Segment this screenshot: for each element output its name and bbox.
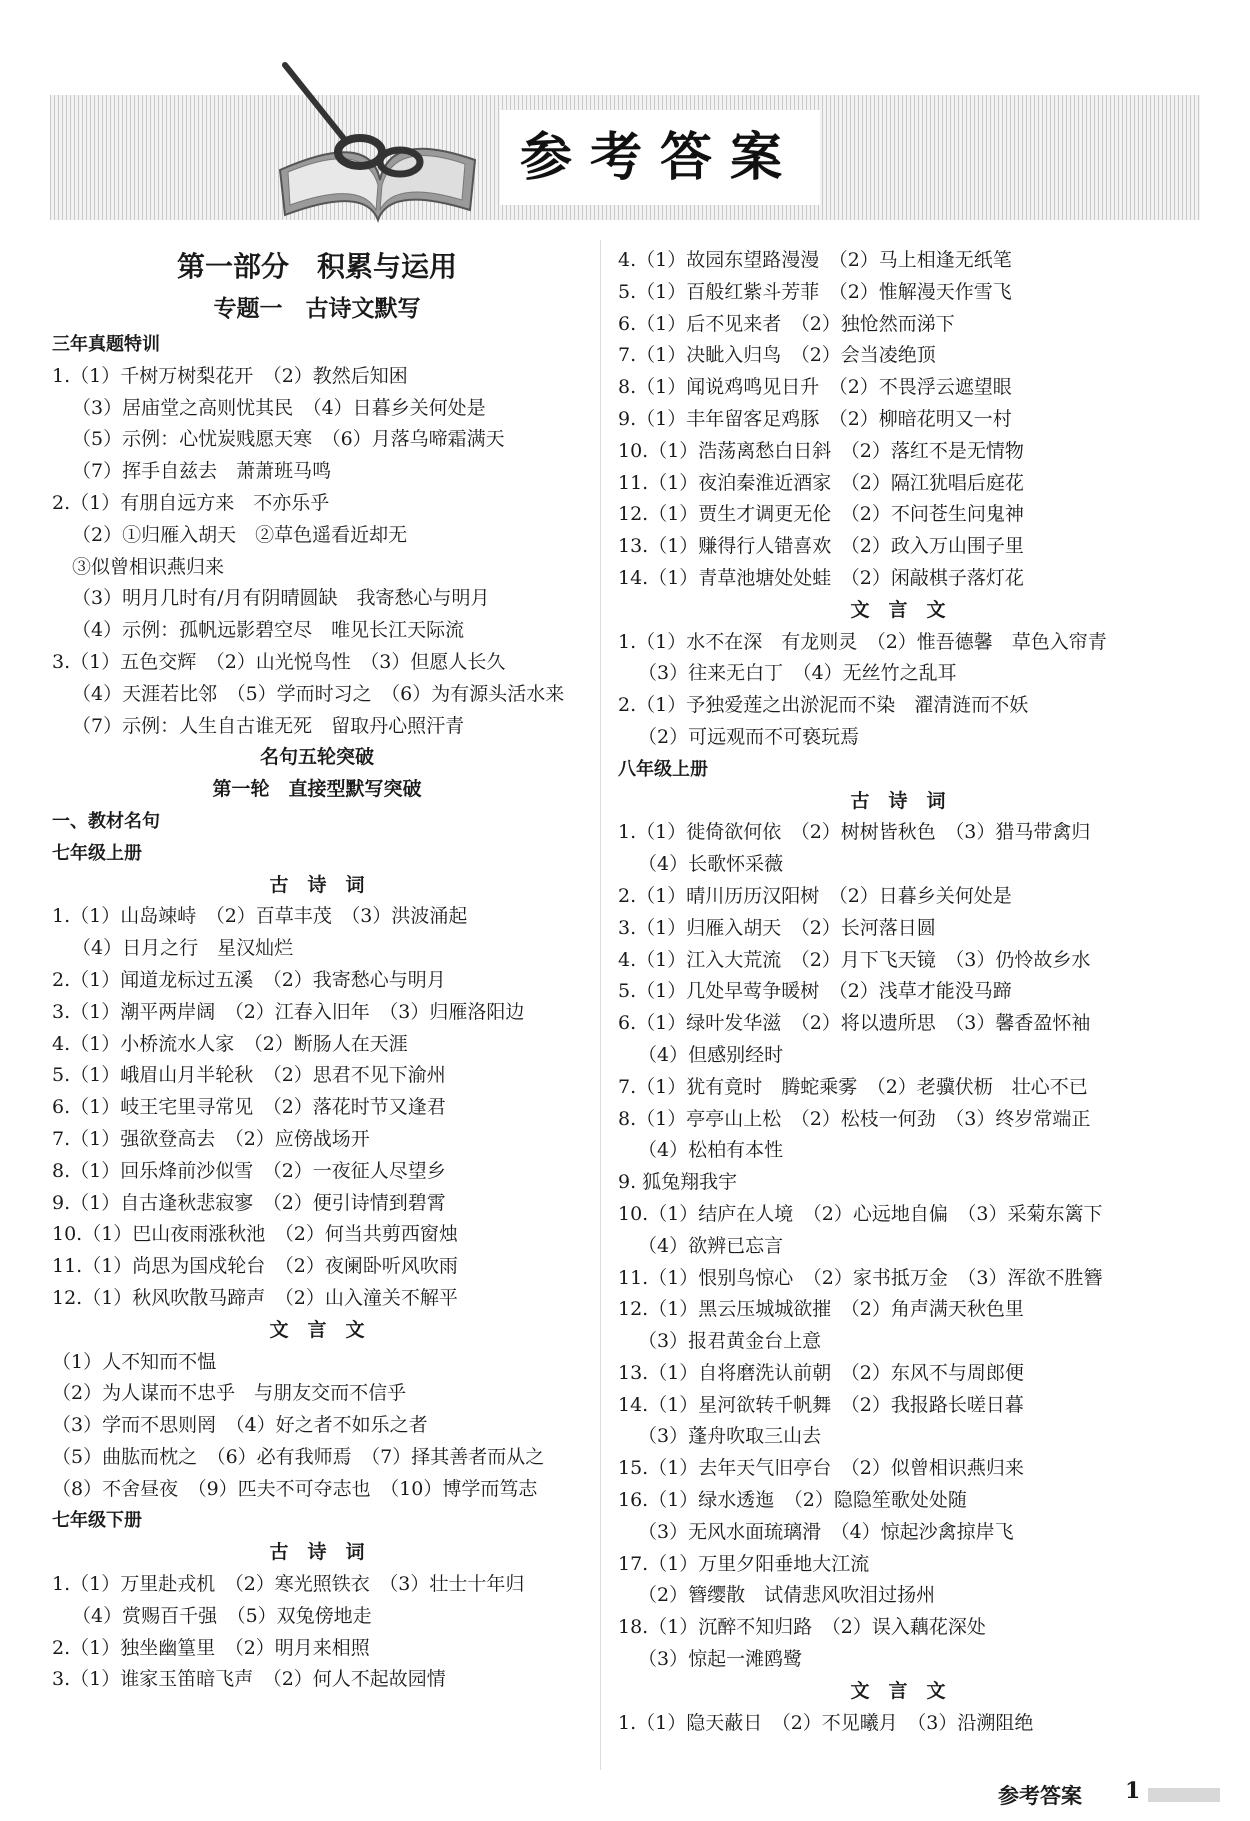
answer-line: 5.（1）峨眉山月半轮秋 （2）思君不见下渝州 bbox=[52, 1064, 446, 1087]
answer-line: （2）为人谋而不忠乎 与朋友交而不信乎 bbox=[52, 1382, 407, 1405]
category-title: 文 言 文 bbox=[269, 1318, 365, 1341]
answer-line: 7.（1）强欲登高去 （2）应傍战场开 bbox=[52, 1127, 370, 1150]
category-title: 古 诗 词 bbox=[850, 789, 946, 812]
answer-line: 8.（1）闻说鸡鸣见日升 （2）不畏浮云遮望眼 bbox=[618, 376, 1012, 399]
section-title: 三年真题特训 bbox=[52, 334, 160, 355]
category-title: 古 诗 词 bbox=[269, 873, 365, 896]
answer-line: 9. 狐兔翔我宇 bbox=[618, 1171, 738, 1194]
answer-line: 11.（1）夜泊秦淮近酒家 （2）隔江犹唱后庭花 bbox=[618, 471, 1024, 494]
answer-line: 2.（1）晴川历历汉阳树 （2）日暮乡关何处是 bbox=[618, 884, 1012, 907]
answer-line: 17.（1）万里夕阳垂地大江流 bbox=[618, 1552, 870, 1575]
answer-line: （4）天涯若比邻 （5）学而时习之 （6）为有源头活水来 bbox=[72, 682, 565, 705]
answer-line: （1）人不知而不愠 bbox=[52, 1350, 217, 1373]
answer-line: 3.（1）谁家玉笛暗飞声 （2）何人不起故园情 bbox=[52, 1668, 446, 1691]
answer-line: （3）明月几时有/月有阴晴圆缺 我寄愁心与明月 bbox=[72, 587, 490, 610]
category-title: 文 言 文 bbox=[850, 598, 946, 621]
category-title: 文 言 文 bbox=[850, 1679, 946, 1702]
answer-line: 4.（1）故园东望路漫漫 （2）马上相逢无纸笔 bbox=[618, 249, 1012, 271]
answer-line: 10.（1）浩荡离愁白日斜 （2）落红不是无情物 bbox=[618, 439, 1024, 462]
round-section-title: 名句五轮突破 bbox=[259, 746, 374, 769]
answer-line: （4）欲辨已忘言 bbox=[638, 1234, 784, 1257]
answer-line: 9.（1）丰年留客足鸡豚 （2）柳暗花明又一村 bbox=[618, 407, 1012, 430]
answer-line: 7.（1）决眦入归鸟 （2）会当凌绝顶 bbox=[618, 344, 936, 367]
answer-line: （2）可远观而不可亵玩焉 bbox=[638, 725, 860, 748]
answer-line: （3）报君黄金台上意 bbox=[638, 1330, 822, 1353]
answer-line: （3）无风水面琉璃滑 （4）惊起沙禽掠岸飞 bbox=[638, 1520, 1014, 1543]
answer-line: 15.（1）去年天气旧亭台 （2）似曾相识燕归来 bbox=[618, 1457, 1024, 1480]
grade-title: 七年级上册 bbox=[52, 842, 142, 864]
footer-decoration bbox=[1148, 1788, 1220, 1802]
answer-line: 3.（1）归雁入胡天 （2）长河落日圆 bbox=[618, 916, 936, 939]
answer-line: （7）示例：人生自古谁无死 留取丹心照汗青 bbox=[72, 714, 465, 737]
answer-line: （4）长歌怀采薇 bbox=[638, 853, 784, 876]
answer-line: 13.（1）赚得行人错喜欢 （2）政入万山围子里 bbox=[618, 535, 1024, 558]
answer-line: 12.（1）黑云压城城欲摧 （2）角声满天秋色里 bbox=[618, 1298, 1024, 1321]
answer-line: 1.（1）水不在深 有龙则灵 （2）惟吾德馨 草色入帘青 bbox=[618, 630, 1107, 653]
answer-line: 8.（1）亭亭山上松 （2）松枝一何劲 （3）终岁常端正 bbox=[618, 1107, 1091, 1130]
answer-line: 6.（1）岐王宅里寻常见 （2）落花时节又逢君 bbox=[52, 1096, 446, 1119]
answer-line: 6.（1）绿叶发华滋 （2）将以遗所思 （3）馨香盈怀袖 bbox=[618, 1012, 1091, 1035]
category-title: 古 诗 词 bbox=[269, 1541, 365, 1564]
answer-line: 11.（1）恨别鸟惊心 （2）家书抵万金 （3）浑欲不胜簪 bbox=[618, 1266, 1103, 1289]
answer-line: 18.（1）沉醉不知归路 （2）误入藕花深处 bbox=[618, 1616, 986, 1639]
answer-line: 6.（1）后不见来者 （2）独怆然而涕下 bbox=[618, 312, 955, 335]
right-column bbox=[618, 245, 1178, 1739]
grade-title: 八年级上册 bbox=[618, 758, 708, 780]
answer-line: 1.（1）万里赴戎机 （2）寒光照铁衣 （3）壮士十年归 bbox=[52, 1573, 525, 1596]
answer-line: （7）挥手自兹去 萧萧班马鸣 bbox=[72, 460, 332, 483]
answer-line: 4.（1）小桥流水人家 （2）断肠人在天涯 bbox=[52, 1032, 408, 1055]
subsection-title: 一、教材名句 bbox=[52, 810, 160, 832]
answer-line: 12.（1）秋风吹散马蹄声 （2）山入潼关不解平 bbox=[52, 1286, 458, 1309]
answer-line: 2.（1）予独爱莲之出淤泥而不染 濯清涟而不妖 bbox=[618, 694, 1029, 717]
answer-line: 10.（1）结庐在人境 （2）心远地自偏 （3）采菊东篱下 bbox=[618, 1202, 1103, 1225]
answer-line: 14.（1）青草池塘处处蛙 （2）闲敲棋子落灯花 bbox=[618, 566, 1024, 589]
answer-line: （4）但感别经时 bbox=[638, 1043, 784, 1066]
grade-title: 七年级下册 bbox=[52, 1510, 142, 1532]
answer-line: 1.（1）山岛竦峙 （2）百草丰茂 （3）洪波涌起 bbox=[52, 905, 468, 928]
answer-line: （5）曲肱而枕之 （6）必有我师焉 （7）择其善者而从之 bbox=[52, 1445, 545, 1468]
answer-line: 14.（1）星河欲转千帆舞 （2）我报路长嗟日暮 bbox=[618, 1393, 1024, 1416]
answer-line: （4）松柏有本性 bbox=[638, 1139, 784, 1162]
answer-line: 8.（1）回乐烽前沙似雪 （2）一夜征人尽望乡 bbox=[52, 1159, 446, 1182]
answer-line: 5.（1）百般红紫斗芳菲 （2）惟解漫天作雪飞 bbox=[618, 280, 1012, 303]
answer-line: （8）不舍昼夜 （9）匹夫不可夺志也 （10）博学而笃志 bbox=[52, 1477, 538, 1500]
answer-line: 5.（1）几处早莺争暖树 （2）浅草才能没马蹄 bbox=[618, 980, 1012, 1003]
answer-line: 7.（1）犹有竟时 腾蛇乘雾 （2）老骥伏枥 壮心不已 bbox=[618, 1075, 1088, 1098]
answer-line: 13.（1）自将磨洗认前朝 （2）东风不与周郎便 bbox=[618, 1361, 1024, 1384]
answer-line: （3）居庙堂之高则忧其民 （4）日暮乡关何处是 bbox=[72, 396, 486, 419]
answer-line: （2）簪缨散 试倩悲风吹泪过扬州 bbox=[638, 1584, 936, 1607]
answer-line: （3）惊起一滩鸥鹭 bbox=[638, 1648, 803, 1671]
book-pen-icon bbox=[260, 60, 490, 230]
answer-line: 4.（1）江入大荒流 （2）月下飞天镜 （3）仍怜故乡水 bbox=[618, 948, 1091, 971]
topic-title: 专题一 古诗文默写 bbox=[213, 295, 421, 322]
answer-line: 3.（1）潮平两岸阔 （2）江春入旧年 （3）归雁洛阳边 bbox=[52, 1000, 525, 1023]
answer-line: 2.（1）闻道龙标过五溪 （2）我寄愁心与明月 bbox=[52, 968, 446, 991]
answer-line: （4）示例：孤帆远影碧空尽 唯见长江天际流 bbox=[72, 619, 465, 642]
answer-line: 1.（1）徙倚欲何依 （2）树树皆秋色 （3）猎马带禽归 bbox=[618, 821, 1091, 844]
answer-line: 2.（1）有朋自远方来 不亦乐乎 bbox=[52, 491, 330, 514]
page-number: 1 bbox=[1125, 1778, 1141, 1804]
footer-label: 参考答案 bbox=[998, 1784, 1082, 1808]
answer-line: （3）往来无白丁 （4）无丝竹之乱耳 bbox=[638, 662, 957, 685]
answer-line: （5）示例：心忧炭贱愿天寒 （6）月落乌啼霜满天 bbox=[72, 428, 505, 451]
answer-line: ③似曾相识燕归来 bbox=[72, 555, 225, 578]
answer-line: （4）赏赐百千强 （5）双兔傍地走 bbox=[72, 1604, 372, 1627]
answer-line: 12.（1）贾生才调更无伦 （2）不问苍生问鬼神 bbox=[618, 503, 1024, 526]
answer-line: （2）①归雁入胡天 ②草色遥看近却无 bbox=[72, 523, 408, 546]
answer-line: （3）蓬舟吹取三山去 bbox=[638, 1425, 822, 1448]
page-title: 参考答案 bbox=[500, 110, 820, 205]
answer-line: （4）日月之行 星汉灿烂 bbox=[72, 937, 294, 960]
answer-line: 1.（1）隐天蔽日 （2）不见曦月 （3）沿溯阻绝 bbox=[618, 1711, 1034, 1734]
answer-line: 11.（1）尚思为国戍轮台 （2）夜阑卧听风吹雨 bbox=[52, 1255, 458, 1278]
part-title: 第一部分 积累与运用 bbox=[176, 250, 457, 283]
answer-line: 16.（1）绿水透迤 （2）隐隐笙歌处处随 bbox=[618, 1489, 967, 1512]
answer-line: 9.（1）自古逢秋悲寂寥 （2）便引诗情到碧霄 bbox=[52, 1191, 446, 1214]
answer-line: 3.（1）五色交辉 （2）山光悦鸟性 （3）但愿人长久 bbox=[52, 650, 506, 673]
round-title: 第一轮 直接型默写突破 bbox=[212, 778, 422, 801]
answer-line: 10.（1）巴山夜雨涨秋池 （2）何当共剪西窗烛 bbox=[52, 1223, 458, 1246]
answer-line: （3）学而不思则罔 （4）好之者不如乐之者 bbox=[52, 1414, 428, 1437]
answer-line: 1.（1）千树万树梨花开 （2）教然后知困 bbox=[52, 364, 408, 387]
left-column bbox=[52, 245, 582, 1696]
column-divider bbox=[600, 240, 601, 1770]
answer-line: 2.（1）独坐幽篁里 （2）明月来相照 bbox=[52, 1636, 370, 1659]
